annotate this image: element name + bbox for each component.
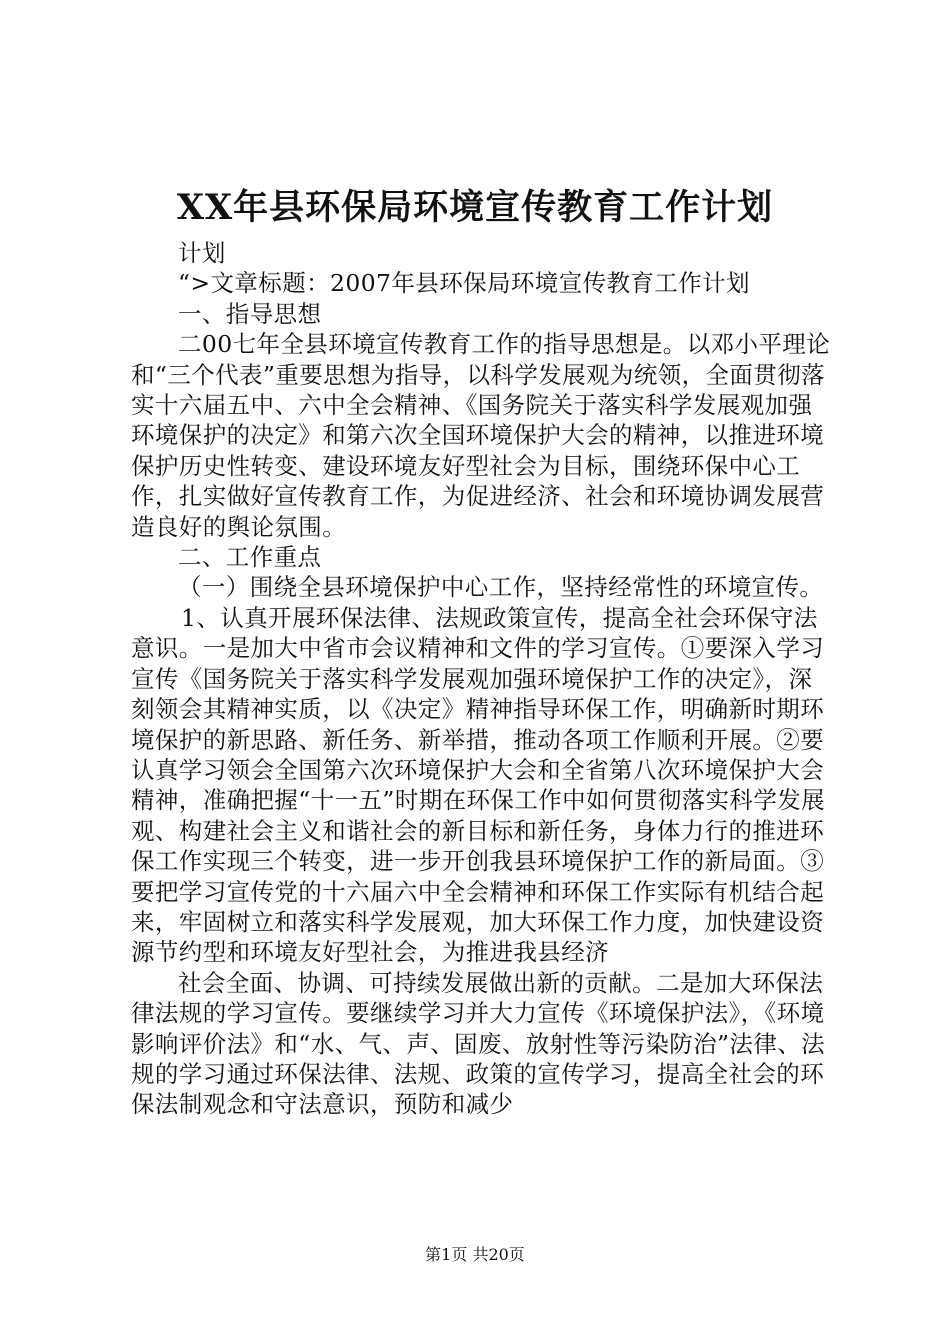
- paragraph-article-title: “>文章标题：2007年县环保局环境宣传教育工作计划: [178, 269, 750, 298]
- document-title: XX年县环保局环境宣传教育工作计划: [176, 187, 774, 228]
- paragraph-item-1: 1、认真开展环保法律、法规政策宣传，提高全社会环保守法意识。一是加大中省市会议精神和文件的学习宣传。①要深入学习宣传《国务院关于落实科学发展观加强环境保护工作的决定》，深刻领会其精神实质，以《决定》精神指导环保工作，明确新时期环境保护的新思路、新任务、新举措，推动各项工作顺利开展。②要认真学习领会全国第六次环境保护大会和全省第八次环境保护大会精神，准确把握“十一五”时期在环保工作中如何贯彻落实科学发展观、构建社会主义和谐社会的新目标和新任务，身体力行的推进环保工作实现三个转变，进一步开创我县环境保护工作的新局面。③要把学习宣传党的十六届六中全会精神和环保工作实际有机结合起来，牢固树立和落实科学发展观，加大环保工作力度，加快建设资源节约型和环境友好型社会，为推进我县经济: [131, 603, 826, 967]
- paragraph-continued: 社会全面、协调、可持续发展做出新的贡献。二是加大环保法律法规的学习宣传。要继续学习并大力宣传《环境保护法》，《环境影响评价法》和“水、气、声、固废、放射性等污染防治”法律、法规的学习通过环保法律、法规、政策的宣传学习，提高全社会的环保法制观念和守法意识，预防和减少: [131, 968, 826, 1119]
- subsection-heading-1: （一）围绕全县环境保护中心工作，坚持经常性的环境宣传。: [178, 573, 824, 602]
- document-body: [131, 238, 831, 1120]
- paragraph-plan: 计划: [178, 239, 226, 267]
- paragraph-guiding-thought: 二00七年全县环境宣传教育工作的指导思想是。以邓小平理论和“三个代表”重要思想为指导，以科学发展观为统领，全面贯彻落实十六届五中、六中全会精神、《国务院关于落实科学发展观加强环境保护的决定》和第六次全国环境保护大会的精神，以推进环境保护历史性转变、建设环境友好型社会为目标，围绕环保中心工作，扎实做好宣传教育工作，为促进经济、社会和环境协调发展营造良好的舆论氛围。: [131, 330, 831, 541]
- section-heading-1: 一、指导思想: [178, 299, 322, 328]
- page-footer: 第1页 共20页: [425, 1245, 525, 1264]
- section-heading-2: 二、工作重点: [178, 543, 322, 572]
